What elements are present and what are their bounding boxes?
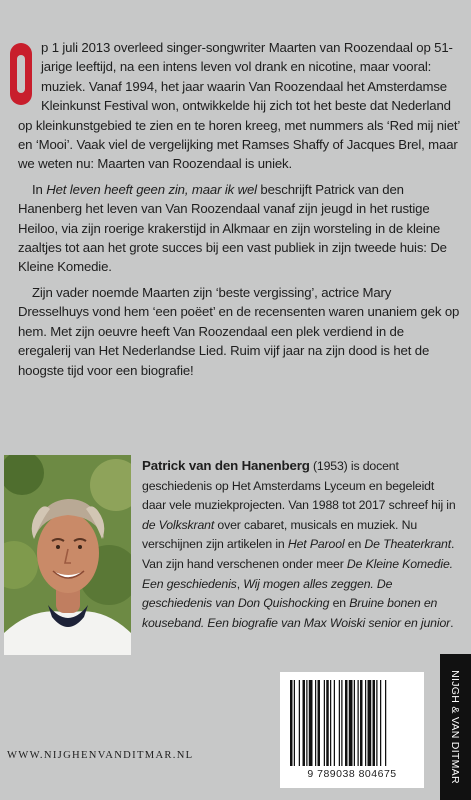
barcode-bar (376, 680, 377, 766)
blurb-p3-text: Zijn vader noemde Maarten zijn ‘beste vergissing’, actrice Mary Dresselhuys vond hem ‘een poëet’ en de recensenten waren unaniem gek op hem. Met zijn oeuvre heeft Van Roozendaal een plek verdiend in de eregalerij van Het Nederlandse Lied. Ruim vijf jaar na zijn dood is het de hoogste tijd voor een biografie! (18, 284, 460, 378)
author-bio: Patrick van den Hanenberg (1953) is docent geschiedenis op Het Amsterdams Lyceum en begeleidt daar vele muziekprojecten. Van 1988 tot 2017 schreef hij in de Volkskrant over cabaret, musicals en muziek. Nu verschijnen zijn artikelen in Het Parool en De Theaterkrant. Van zijn hand verschenen onder meer De Kleine Komedie. Een geschiedenis, Wij mogen alles zeggen. De geschiedenis van Don Quishocking en Bruine bonen en kouseband. Een biografie van Max Woiski senior en junior. (142, 458, 456, 630)
barcode-bar (360, 680, 363, 766)
barcode-bar (326, 680, 329, 766)
barcode-bar (349, 680, 353, 766)
barcode-bar (299, 680, 300, 766)
barcode-bar (345, 680, 348, 766)
barcode-bar (380, 680, 381, 766)
blurb-paragraph-3 (18, 283, 460, 380)
barcode-bar (365, 680, 366, 766)
barcode-bar (306, 680, 307, 766)
barcode-bar (354, 680, 355, 766)
book-title: Het leven heeft geen zin, maar ik wel (46, 181, 257, 197)
publisher-website: WWW.NIJGHENVANDITMAR.NL (7, 750, 194, 761)
barcode-bar (324, 680, 325, 766)
barcode-bar (303, 680, 306, 766)
isbn-digits: 9 789038 804675 (307, 768, 397, 780)
blurb-paragraph-1 (18, 38, 460, 174)
barcode-bar (373, 680, 376, 766)
drop-cap-o (10, 43, 32, 105)
barcode-bars (288, 680, 416, 766)
spine-publisher-name: NIJGH & VAN DITMAR (449, 670, 461, 784)
blurb-p2-prefix: In (32, 181, 47, 197)
blurb (18, 38, 460, 386)
blurb-p1-text: p 1 juli 2013 overleed singer-songwriter Maarten van Roozendaal op 51-jarige leeftijd, na een intens leven vol drank en nicotine, maar vooral: muziek. Vanaf 1994, het jaar waarin Van Roozendaal het Amsterdamse Kleinkunst Festival won, ontwikkelde hij zich tot het beste dat Nederland op kleinkunstgebied te zien en te horen kreeg, met nummers als ‘Red mij niet’ en ‘Mooi’. Vaak viel de vergelijking met Ramses Shaffy of Jacques Brel, maar we weten nu: Maarten van Roozendaal is uniek. (18, 40, 460, 172)
barcode-bar (341, 680, 342, 766)
blurb-paragraph-2 (18, 180, 460, 277)
barcode-bar (358, 680, 359, 766)
barcode-bar (330, 680, 331, 766)
barcode-bar (309, 680, 313, 766)
barcode-bar (385, 680, 386, 766)
isbn-barcode (280, 672, 424, 788)
author-photo (4, 455, 131, 655)
barcode-bar (318, 680, 321, 766)
barcode-bar (334, 680, 335, 766)
author-name: Patrick van den Hanenberg (142, 458, 310, 473)
spine-band (440, 654, 471, 800)
barcode-bar (339, 680, 340, 766)
barcode-bar (290, 680, 293, 766)
barcode-bar (294, 680, 295, 766)
barcode-bar (315, 680, 316, 766)
blurb-p2-rest: beschrijft Patrick van den Hanenberg het leven van Van Roozendaal vanaf zijn jeugd in het rustige Heiloo, via zijn roerige krakerstijd in Alkmaar en zijn worsteling in de kleine zaaltjes tot aan het grote succes bij een vast publiek in zijn tweede huis: De Kleine Komedie. (18, 181, 447, 275)
barcode-bar (368, 680, 372, 766)
